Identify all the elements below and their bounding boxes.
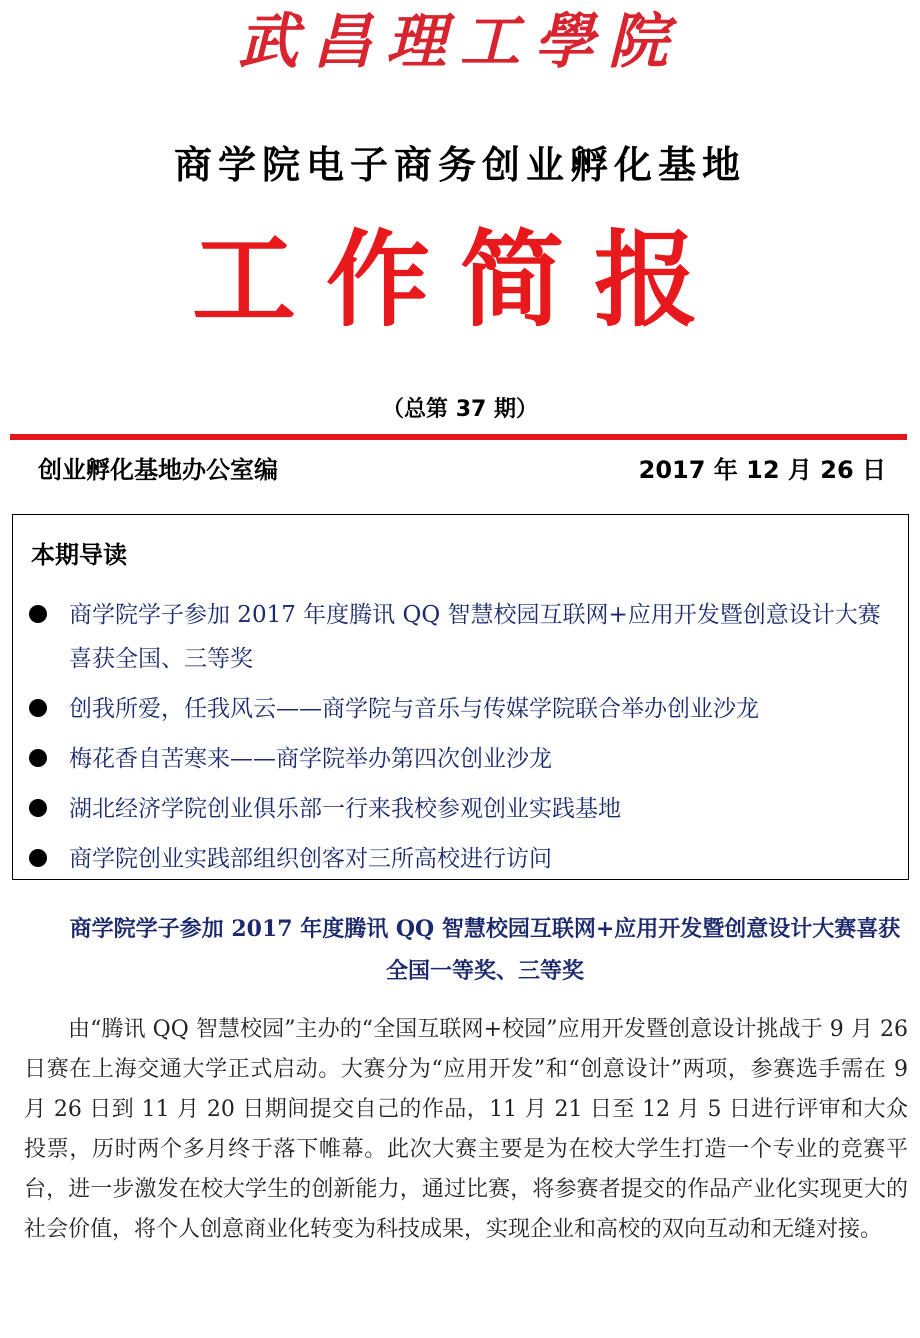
bullet-icon [29,849,47,867]
guide-box [12,514,909,880]
report-title: 工作简报 [191,219,728,341]
guide-item[interactable] [13,837,908,881]
base-name-heading: 商学院电子商务创业孵化基地 [173,143,746,187]
guide-item-label: 商学院创业实践部组织创客对三所高校进行访问 [69,846,552,872]
guide-item-label: 湖北经济学院创业俱乐部一行来我校参观创业实践基地 [69,796,621,822]
header-divider [10,434,907,440]
guide-item[interactable] [13,737,908,781]
guide-item-label: 商学院学子参加 2017 年度腾讯 QQ 智慧校园互联网+应用开发暨创意设计大赛喜获全国、三等奖 [69,602,881,672]
guide-item-label: 创我所爱，任我风云——商学院与音乐与传媒学院联合举办创业沙龙 [69,696,759,722]
article-body: 由“腾讯 QQ 智慧校园”主办的“全国互联网+校园”应用开发暨创意设计挑战于 9 月 26 日赛在上海交通大学正式启动。大赛分为“应用开发”和“创意设计”两项，参赛选手需在 9 月 26 日到 11 月 20 日期间提交自己的作品，11 月 21 日至 12 月 5 日进行评审和大众投票，历时两个多月终于落下帷幕。此次大赛主要是为在校大学生打造一个专业的竞赛平台，进一步激发在校大学生的创新能力，通过比赛，将参赛者提交的作品产业化实现更大的社会价值，将个人创意商业化转变为科技成果，实现企业和高校的双向互动和无缝对接。 [24,1017,908,1242]
bullet-icon [29,699,47,717]
guide-item[interactable] [13,787,908,831]
bullet-icon [29,605,47,623]
guide-heading: 本期导读 [31,541,127,569]
article-title: 商学院学子参加 2017 年度腾讯 QQ 智慧校园互联网+应用开发暨创意设计大赛喜获全国一等奖、三等奖 [69,916,901,984]
school-name-logo: 武昌理工學院 [238,7,682,77]
issue-number: （总第 37 期） [382,397,538,422]
editor-credit: 创业孵化基地办公室编 [38,456,278,484]
guide-item[interactable] [13,593,908,681]
guide-item[interactable] [13,687,908,731]
issue-date: 2017 年 12 月 26 日 [638,456,886,484]
bullet-icon [29,799,47,817]
bullet-icon [29,749,47,767]
guide-list [13,593,908,887]
guide-item-label: 梅花香自苦寒来——商学院举办第四次创业沙龙 [69,746,552,772]
